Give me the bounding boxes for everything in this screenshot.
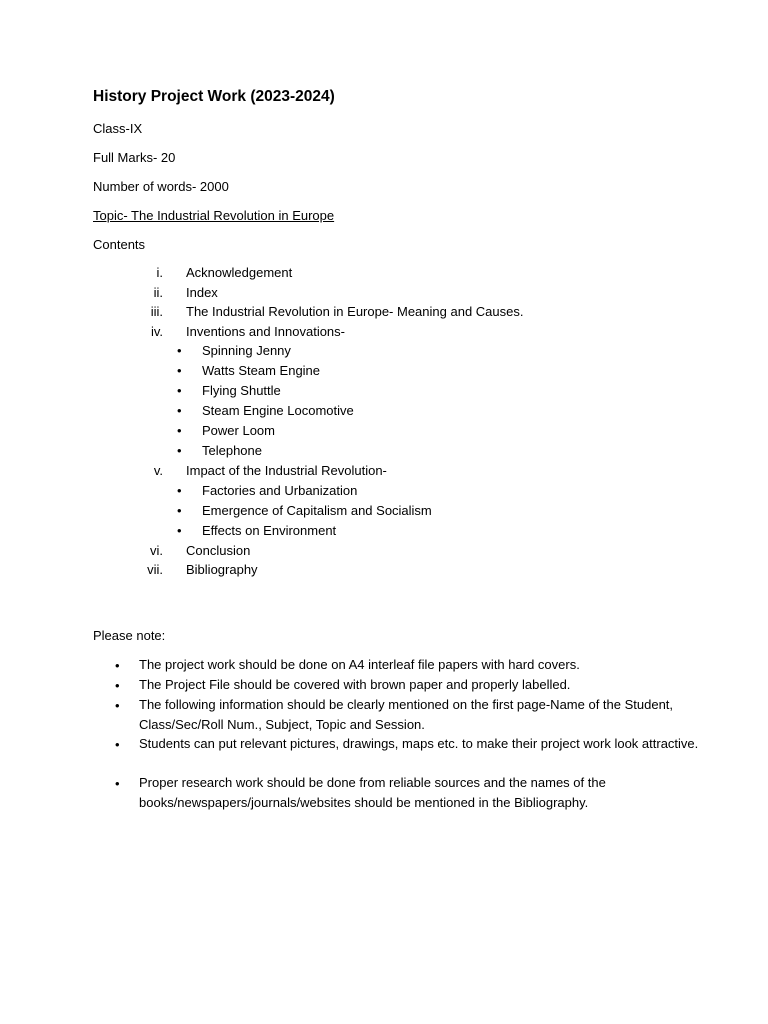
class-line: Class-IX xyxy=(93,121,143,136)
contents-item-label: Impact of the Industrial Revolution- xyxy=(186,463,387,478)
contents-subitem-label: Telephone xyxy=(202,443,262,458)
note-item: Proper research work should be done from reliable sources and the names of the books/newspapers/journals/websites should be mentioned in the Bibliography. xyxy=(139,775,606,810)
note-item: The project work should be done on A4 interleaf file papers with hard covers. xyxy=(139,657,580,672)
contents-subitem-label: Power Loom xyxy=(202,423,275,438)
contents-item-number: vi. xyxy=(150,542,163,558)
bullet-icon: • xyxy=(177,522,182,538)
contents-subitem-label: Watts Steam Engine xyxy=(202,363,321,378)
contents-item-label: Inventions and Innovations- xyxy=(186,323,345,339)
note-heading: Please note: xyxy=(93,628,166,643)
note-item: Students can put relevant pictures, drawings, maps etc. to make their project work look attractive. xyxy=(139,736,699,751)
bullet-icon: • xyxy=(177,502,182,518)
note-item: The following information should be clearly mentioned on the first page-Name of the Student, Class/Sec/Roll Num., Subject, Topic and Session. xyxy=(139,697,674,732)
bullet-icon: • xyxy=(177,443,182,458)
bullet-icon: • xyxy=(177,363,182,378)
contents-item-label: Bibliography xyxy=(186,562,258,577)
contents-subitem-label: Emergence of Capitalism and Socialism xyxy=(202,502,432,518)
contents-item-label: Index xyxy=(186,284,218,300)
full-marks-line: Full Marks- 20 xyxy=(93,150,176,165)
bullet-icon: • xyxy=(177,383,182,398)
contents-subitem-label: Effects on Environment xyxy=(202,522,337,538)
bullet-icon: • xyxy=(115,678,120,693)
bullet-icon: • xyxy=(115,737,120,752)
contents-item-number: ii. xyxy=(153,284,163,300)
bullet-icon: • xyxy=(177,482,182,498)
contents-subitem-label: Factories and Urbanization xyxy=(202,482,358,498)
contents-item-label: The Industrial Revolution in Europe- Meaning and Causes. xyxy=(186,304,524,319)
bullet-icon: • xyxy=(115,776,120,791)
contents-item-number: v. xyxy=(153,463,163,478)
bullet-icon: • xyxy=(115,698,120,713)
word-count-line: Number of words- 2000 xyxy=(93,179,229,194)
bullet-icon: • xyxy=(177,423,182,438)
contents-item-number: iv. xyxy=(150,323,163,339)
contents-subitem-label: Spinning Jenny xyxy=(202,343,291,358)
contents-subitem-label: Steam Engine Locomotive xyxy=(202,403,354,418)
contents-item-label: Conclusion xyxy=(186,542,251,558)
bullet-icon: • xyxy=(177,403,182,418)
note-item: The Project File should be covered with brown paper and properly labelled. xyxy=(139,677,571,692)
contents-item-number: vii. xyxy=(147,562,163,577)
contents-item-label: Acknowledgement xyxy=(186,265,293,280)
document-title: History Project Work (2023-2024) xyxy=(93,88,335,105)
bullet-icon: • xyxy=(115,658,120,673)
bullet-icon: • xyxy=(177,343,182,358)
contents-item-number: iii. xyxy=(150,304,163,319)
topic-line: Topic- The Industrial Revolution in Europe xyxy=(93,208,335,223)
contents-heading: Contents xyxy=(93,237,146,252)
contents-item-number: i. xyxy=(156,265,163,280)
contents-subitem-label: Flying Shuttle xyxy=(202,383,281,398)
